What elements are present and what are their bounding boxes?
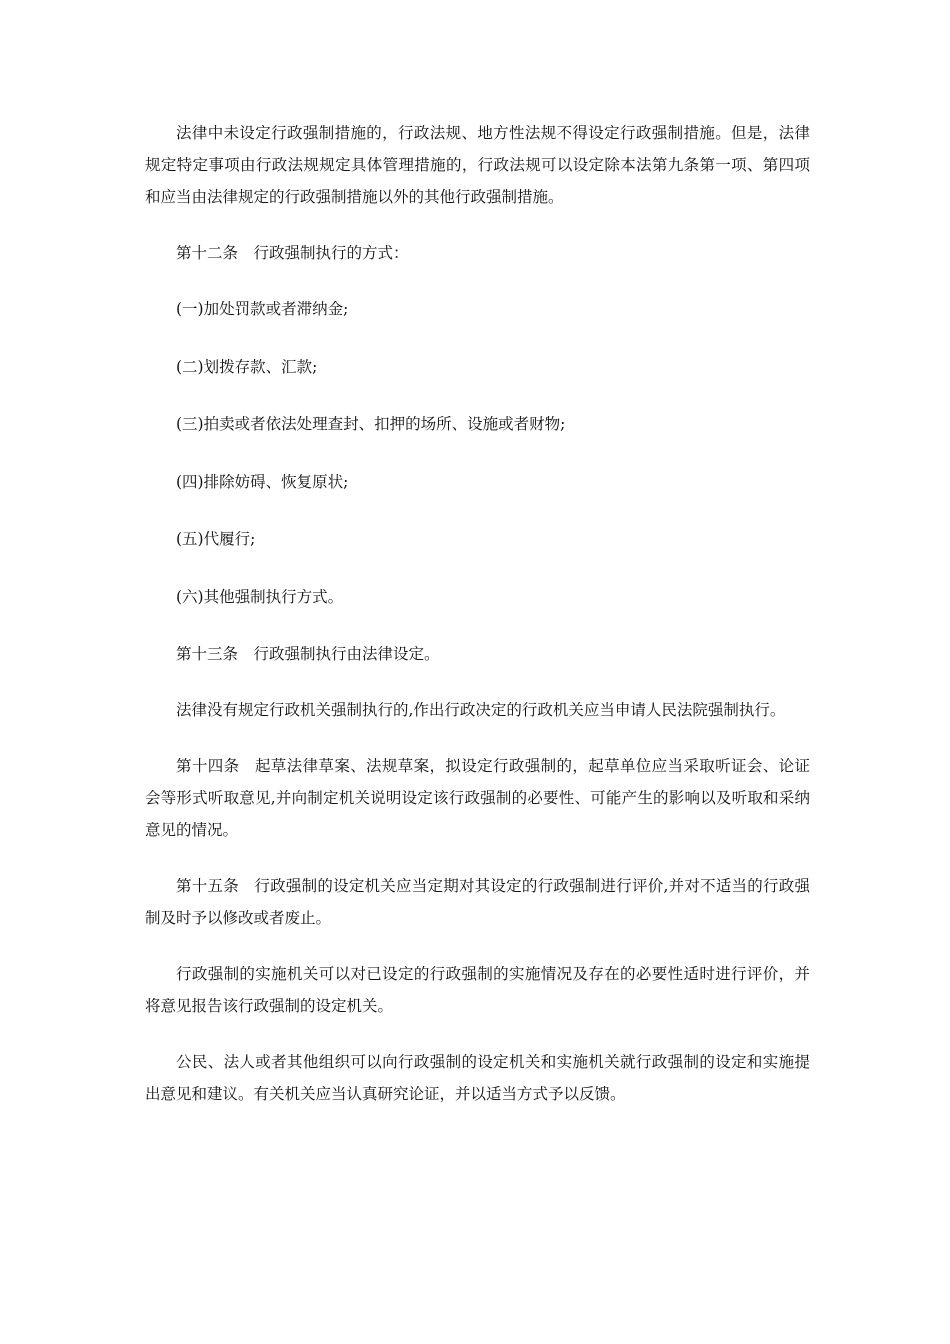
article-label: 第十四条 — [176, 757, 240, 775]
paragraph-art15-second: 行政强制的实施机关可以对已设定的行政强制的实施情况及存在的必要性适时进行评价，并将意见报告该行政强制的设定机关。 — [145, 965, 810, 1015]
list-item-4: (四)排除妨碍、恢复原状; — [176, 472, 349, 491]
article-13-heading — [145, 638, 810, 670]
list-item-6: (六)其他强制执行方式。 — [176, 587, 344, 606]
paragraph-art11-continued: 法律中未设定行政强制措施的，行政法规、地方性法规不得设定行政强制措施。但是，法律规定特定事项由行政法规规定具体管理措施的，行政法规可以设定除本法第九条第一项、第四项和应当由法律规定的行政强制措施以外的其他行政强制措施。 — [145, 124, 810, 206]
document-body — [145, 117, 810, 1134]
list-item-1: (一)加处罚款或者滞纳金; — [176, 300, 349, 318]
paragraph-art15-third: 公民、法人或者其他组织可以向行政强制的设定机关和实施机关就行政强制的设定和实施提出意见和建议。有关机关应当认真研究论证，并以适当方式予以反馈。 — [145, 1053, 810, 1103]
article-label: 第十三条 — [176, 645, 239, 663]
article-label: 第十二条 — [176, 244, 239, 262]
article-text: 行政强制执行由法律设定。 — [253, 645, 440, 663]
article-text: 行政强制执行的方式： — [253, 244, 409, 262]
article-12-heading — [145, 237, 810, 269]
article-14 — [145, 750, 810, 846]
article-text: 行政强制的设定机关应当定期对其设定的行政强制进行评价,并对不适当的行政强制及时予以修改或者废止。 — [145, 877, 810, 927]
article-label: 第十五条 — [176, 877, 239, 895]
list-item-2: (二)划拨存款、汇款; — [176, 357, 318, 376]
list-item-3: (三)拍卖或者依法处理查封、扣押的场所、设施或者财物; — [176, 415, 566, 433]
list-item-5: (五)代履行; — [176, 530, 256, 548]
article-15 — [145, 870, 810, 934]
paragraph-art13-second: 法律没有规定行政机关强制执行的,作出行政决定的行政机关应当申请人民法院强制执行。 — [176, 701, 786, 719]
article-text: 起草法律草案、法规草案，拟设定行政强制的，起草单位应当采取听证会、论证会等形式听取意见,并向制定机关说明设定该行政强制的必要性、可能产生的影响以及听取和采纳意见的情况。 — [145, 757, 810, 839]
